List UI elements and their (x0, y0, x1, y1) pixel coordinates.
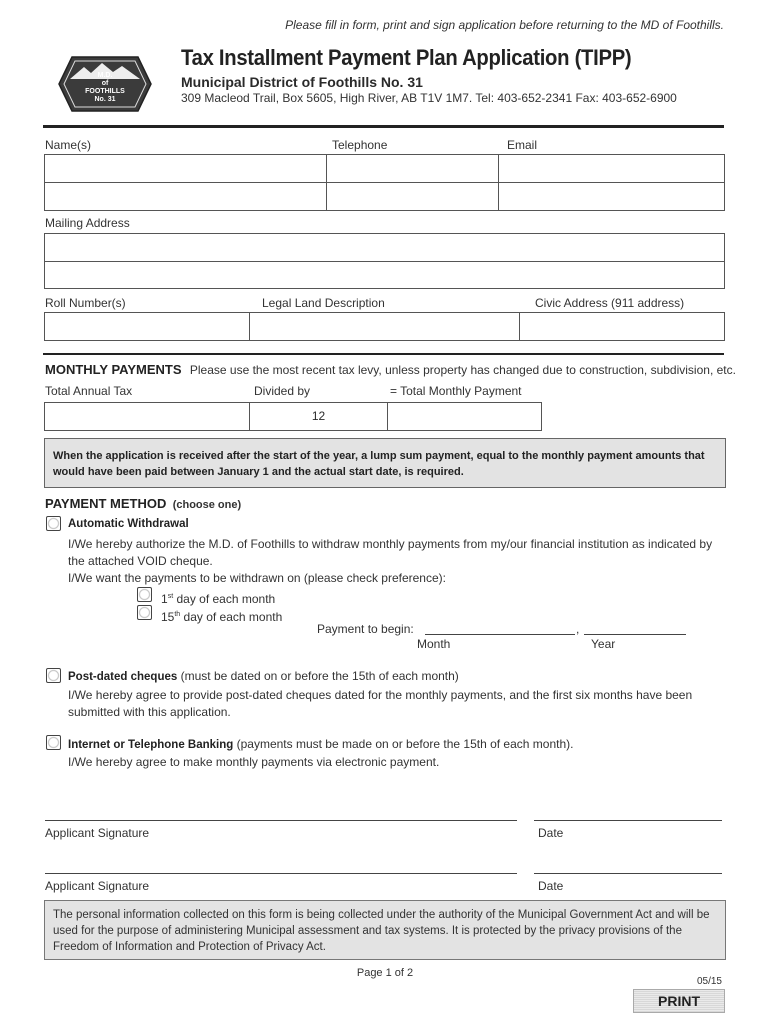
internet-banking-note: (payments must be made on or before the 15th of each month). (233, 737, 574, 751)
first-day-suffix: st (167, 593, 174, 600)
name-field-1[interactable] (45, 155, 327, 183)
logo-line3: FOOTHILLS (85, 88, 125, 95)
first-day-checkbox[interactable] (137, 587, 152, 602)
internet-banking-title: Internet or Telephone Banking (68, 739, 234, 751)
internet-banking-checkbox[interactable] (46, 735, 61, 750)
payment-method-subheading: (choose one) (172, 499, 242, 511)
instruction-note: Please fill in form, print and sign application before returning to the MD of Foothills. (285, 18, 724, 32)
mailing-address-field-1[interactable] (45, 234, 724, 262)
logo-line1: M.D. (97, 72, 113, 79)
automatic-withdrawal-text: I/We hereby authorize the M.D. of Foothills to withdraw monthly payments from my/our financial institution as indicated by the attached VOID cheque. (68, 537, 713, 568)
fifteenth-day-text: day of each month (180, 610, 283, 624)
header-divider (43, 125, 724, 128)
applicant-signature-label-1: Applicant Signature (45, 826, 150, 840)
logo-line2: of (101, 80, 109, 87)
print-button[interactable]: PRINT (633, 989, 725, 1013)
date-line-1[interactable] (534, 820, 722, 821)
postdated-cheques-row (68, 669, 459, 683)
date-label-1: Date (538, 826, 564, 840)
email-field-1[interactable] (499, 155, 725, 183)
fifteenth-day-option (161, 606, 282, 626)
logo-line4: No. 31 (94, 96, 116, 103)
postdated-cheques-checkbox[interactable] (46, 668, 61, 683)
name-field-2[interactable] (45, 183, 327, 211)
form-version: 05/15 (696, 976, 722, 987)
mailing-address-field-2[interactable] (45, 262, 724, 288)
automatic-withdrawal-title: Automatic Withdrawal (68, 518, 189, 530)
mailing-address-label: Mailing Address (45, 216, 130, 230)
municipal-address: 309 Macleod Trail, Box 5605, High River, AB T1V 1M7. Tel: 403-652-2341 Fax: 403-652-6900 (181, 91, 677, 105)
roll-number-field[interactable] (45, 313, 250, 340)
fifteenth-day-suffix: th (174, 611, 181, 618)
civic-address-field[interactable] (520, 313, 724, 340)
total-monthly-payment-field[interactable] (388, 403, 541, 430)
roll-number-label: Roll Number(s) (45, 296, 126, 310)
mailing-grid (44, 233, 725, 289)
md-foothills-logo (58, 55, 152, 113)
applicant-signature-line-1[interactable] (45, 820, 517, 821)
postdated-cheques-title: Post-dated cheques (68, 671, 178, 683)
form-title: Tax Installment Payment Plan Application (TIPP) (181, 45, 632, 70)
monthly-grid (44, 402, 542, 431)
month-label: Month (417, 637, 451, 651)
monthly-payments-row (45, 362, 736, 377)
names-label: Name(s) (45, 138, 92, 152)
payment-method-heading: PAYMENT METHOD (45, 496, 167, 511)
total-annual-tax-field[interactable] (45, 403, 250, 430)
legal-land-label: Legal Land Description (262, 296, 385, 310)
fifteenth-day-number: 15 (161, 610, 175, 624)
payment-begin-label: Payment to begin: (317, 622, 414, 636)
postdated-cheques-note: (must be dated on or before the 15th of each month) (177, 669, 459, 683)
fifteenth-day-checkbox[interactable] (137, 605, 152, 620)
civic-address-label: Civic Address (911 address) (535, 296, 685, 310)
property-grid (44, 312, 725, 341)
begin-year-field[interactable] (584, 634, 686, 635)
total-monthly-payment-label: = Total Monthly Payment (390, 384, 522, 398)
form-subtitle: Municipal District of Foothills No. 31 (181, 74, 423, 90)
internet-banking-row (68, 737, 573, 751)
total-annual-tax-label: Total Annual Tax (45, 384, 133, 398)
applicant-signature-line-2[interactable] (45, 873, 517, 874)
year-label: Year (591, 637, 616, 651)
lump-sum-notice: When the application is received after the start of the year, a lump sum payment, equal to the monthly payment amounts that would have been paid between January 1 and the actual start date, is required. (44, 438, 726, 488)
date-line-2[interactable] (534, 873, 722, 874)
monthly-divider (43, 353, 724, 355)
email-field-2[interactable] (499, 183, 725, 211)
withdrawal-preference-text: I/We want the payments to be withdrawn on (please check preference): (68, 571, 446, 585)
monthly-payments-heading: MONTHLY PAYMENTS (45, 362, 182, 377)
first-day-option (161, 588, 275, 608)
telephone-field-2[interactable] (327, 183, 499, 211)
privacy-notice: The personal information collected on this form is being collected under the authority of the Municipal Government Act and will be used for the purpose of administering Municipal assessment and tax systems. It is protected by the privacy provisions of the Freedom of Information and Protection of Privacy Act. (44, 900, 726, 960)
contact-grid (44, 154, 725, 211)
comma-separator: , (576, 622, 580, 636)
telephone-label: Telephone (332, 138, 388, 152)
monthly-payments-instruction: Please use the most recent tax levy, unless property has changed due to construction, subdivision, etc. (189, 363, 736, 377)
automatic-withdrawal-checkbox[interactable] (46, 516, 61, 531)
legal-land-field[interactable] (250, 313, 520, 340)
postdated-cheques-text: I/We hereby agree to provide post-dated cheques dated for the monthly payments, and the first six months have been submitted with this application. (68, 688, 693, 719)
first-day-text: day of each month (173, 592, 276, 606)
first-day-number: 1 (161, 592, 168, 606)
applicant-signature-label-2: Applicant Signature (45, 879, 150, 893)
date-label-2: Date (538, 879, 564, 893)
email-label: Email (507, 138, 538, 152)
internet-banking-text: I/We hereby agree to make monthly payments via electronic payment. (68, 755, 440, 769)
telephone-field-1[interactable] (327, 155, 499, 183)
payment-method-row (45, 496, 241, 511)
page-number: Page 1 of 2 (356, 967, 414, 979)
divided-by-label: Divided by (254, 384, 311, 398)
begin-month-field[interactable] (425, 634, 575, 635)
divisor-value: 12 (250, 403, 388, 430)
